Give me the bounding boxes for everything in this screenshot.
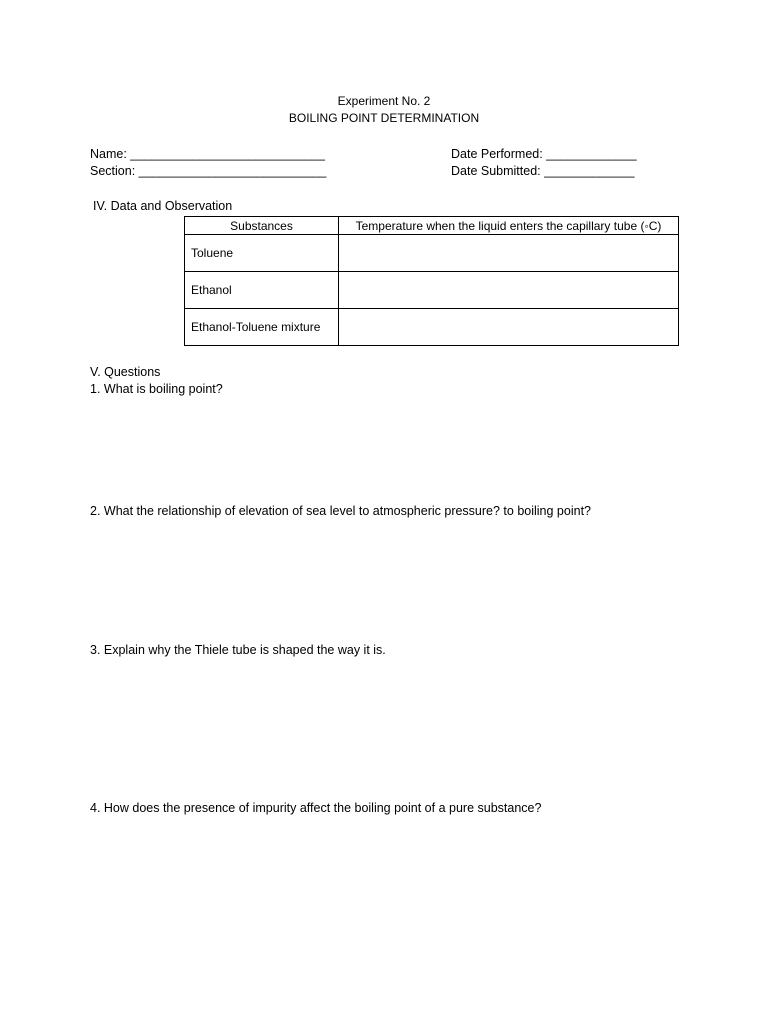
question-2: 2. What the relationship of elevation of sea level to atmospheric pressure? to boiling point? bbox=[90, 504, 591, 518]
substance-cell: Ethanol bbox=[185, 272, 339, 309]
date-performed-field: Date Performed: _____________ bbox=[451, 147, 637, 161]
table-row bbox=[185, 309, 679, 346]
document-title: BOILING POINT DETERMINATION bbox=[288, 111, 480, 125]
temperature-cell[interactable] bbox=[339, 272, 679, 309]
substance-cell: Toluene bbox=[185, 235, 339, 272]
experiment-number: Experiment No. 2 bbox=[337, 94, 431, 108]
table-row bbox=[185, 235, 679, 272]
temperature-cell[interactable] bbox=[339, 309, 679, 346]
table-header-row bbox=[185, 217, 679, 235]
data-observation-heading: IV. Data and Observation bbox=[93, 199, 233, 213]
substance-cell: Ethanol-Toluene mixture bbox=[185, 309, 339, 346]
table-row bbox=[185, 272, 679, 309]
question-3: 3. Explain why the Thiele tube is shaped the way it is. bbox=[90, 643, 386, 657]
name-field: Name: ____________________________ bbox=[90, 147, 325, 161]
observation-table bbox=[184, 216, 679, 346]
date-submitted-field: Date Submitted: _____________ bbox=[451, 164, 635, 178]
questions-heading: V. Questions bbox=[90, 365, 161, 379]
column-header-temperature: Temperature when the liquid enters the capillary tube (◦C) bbox=[339, 217, 679, 235]
temperature-cell[interactable] bbox=[339, 235, 679, 272]
column-header-substances: Substances bbox=[185, 217, 339, 235]
question-1: 1. What is boiling point? bbox=[90, 382, 223, 396]
question-4: 4. How does the presence of impurity affect the boiling point of a pure substance? bbox=[90, 801, 542, 815]
section-field: Section: ___________________________ bbox=[90, 164, 327, 178]
